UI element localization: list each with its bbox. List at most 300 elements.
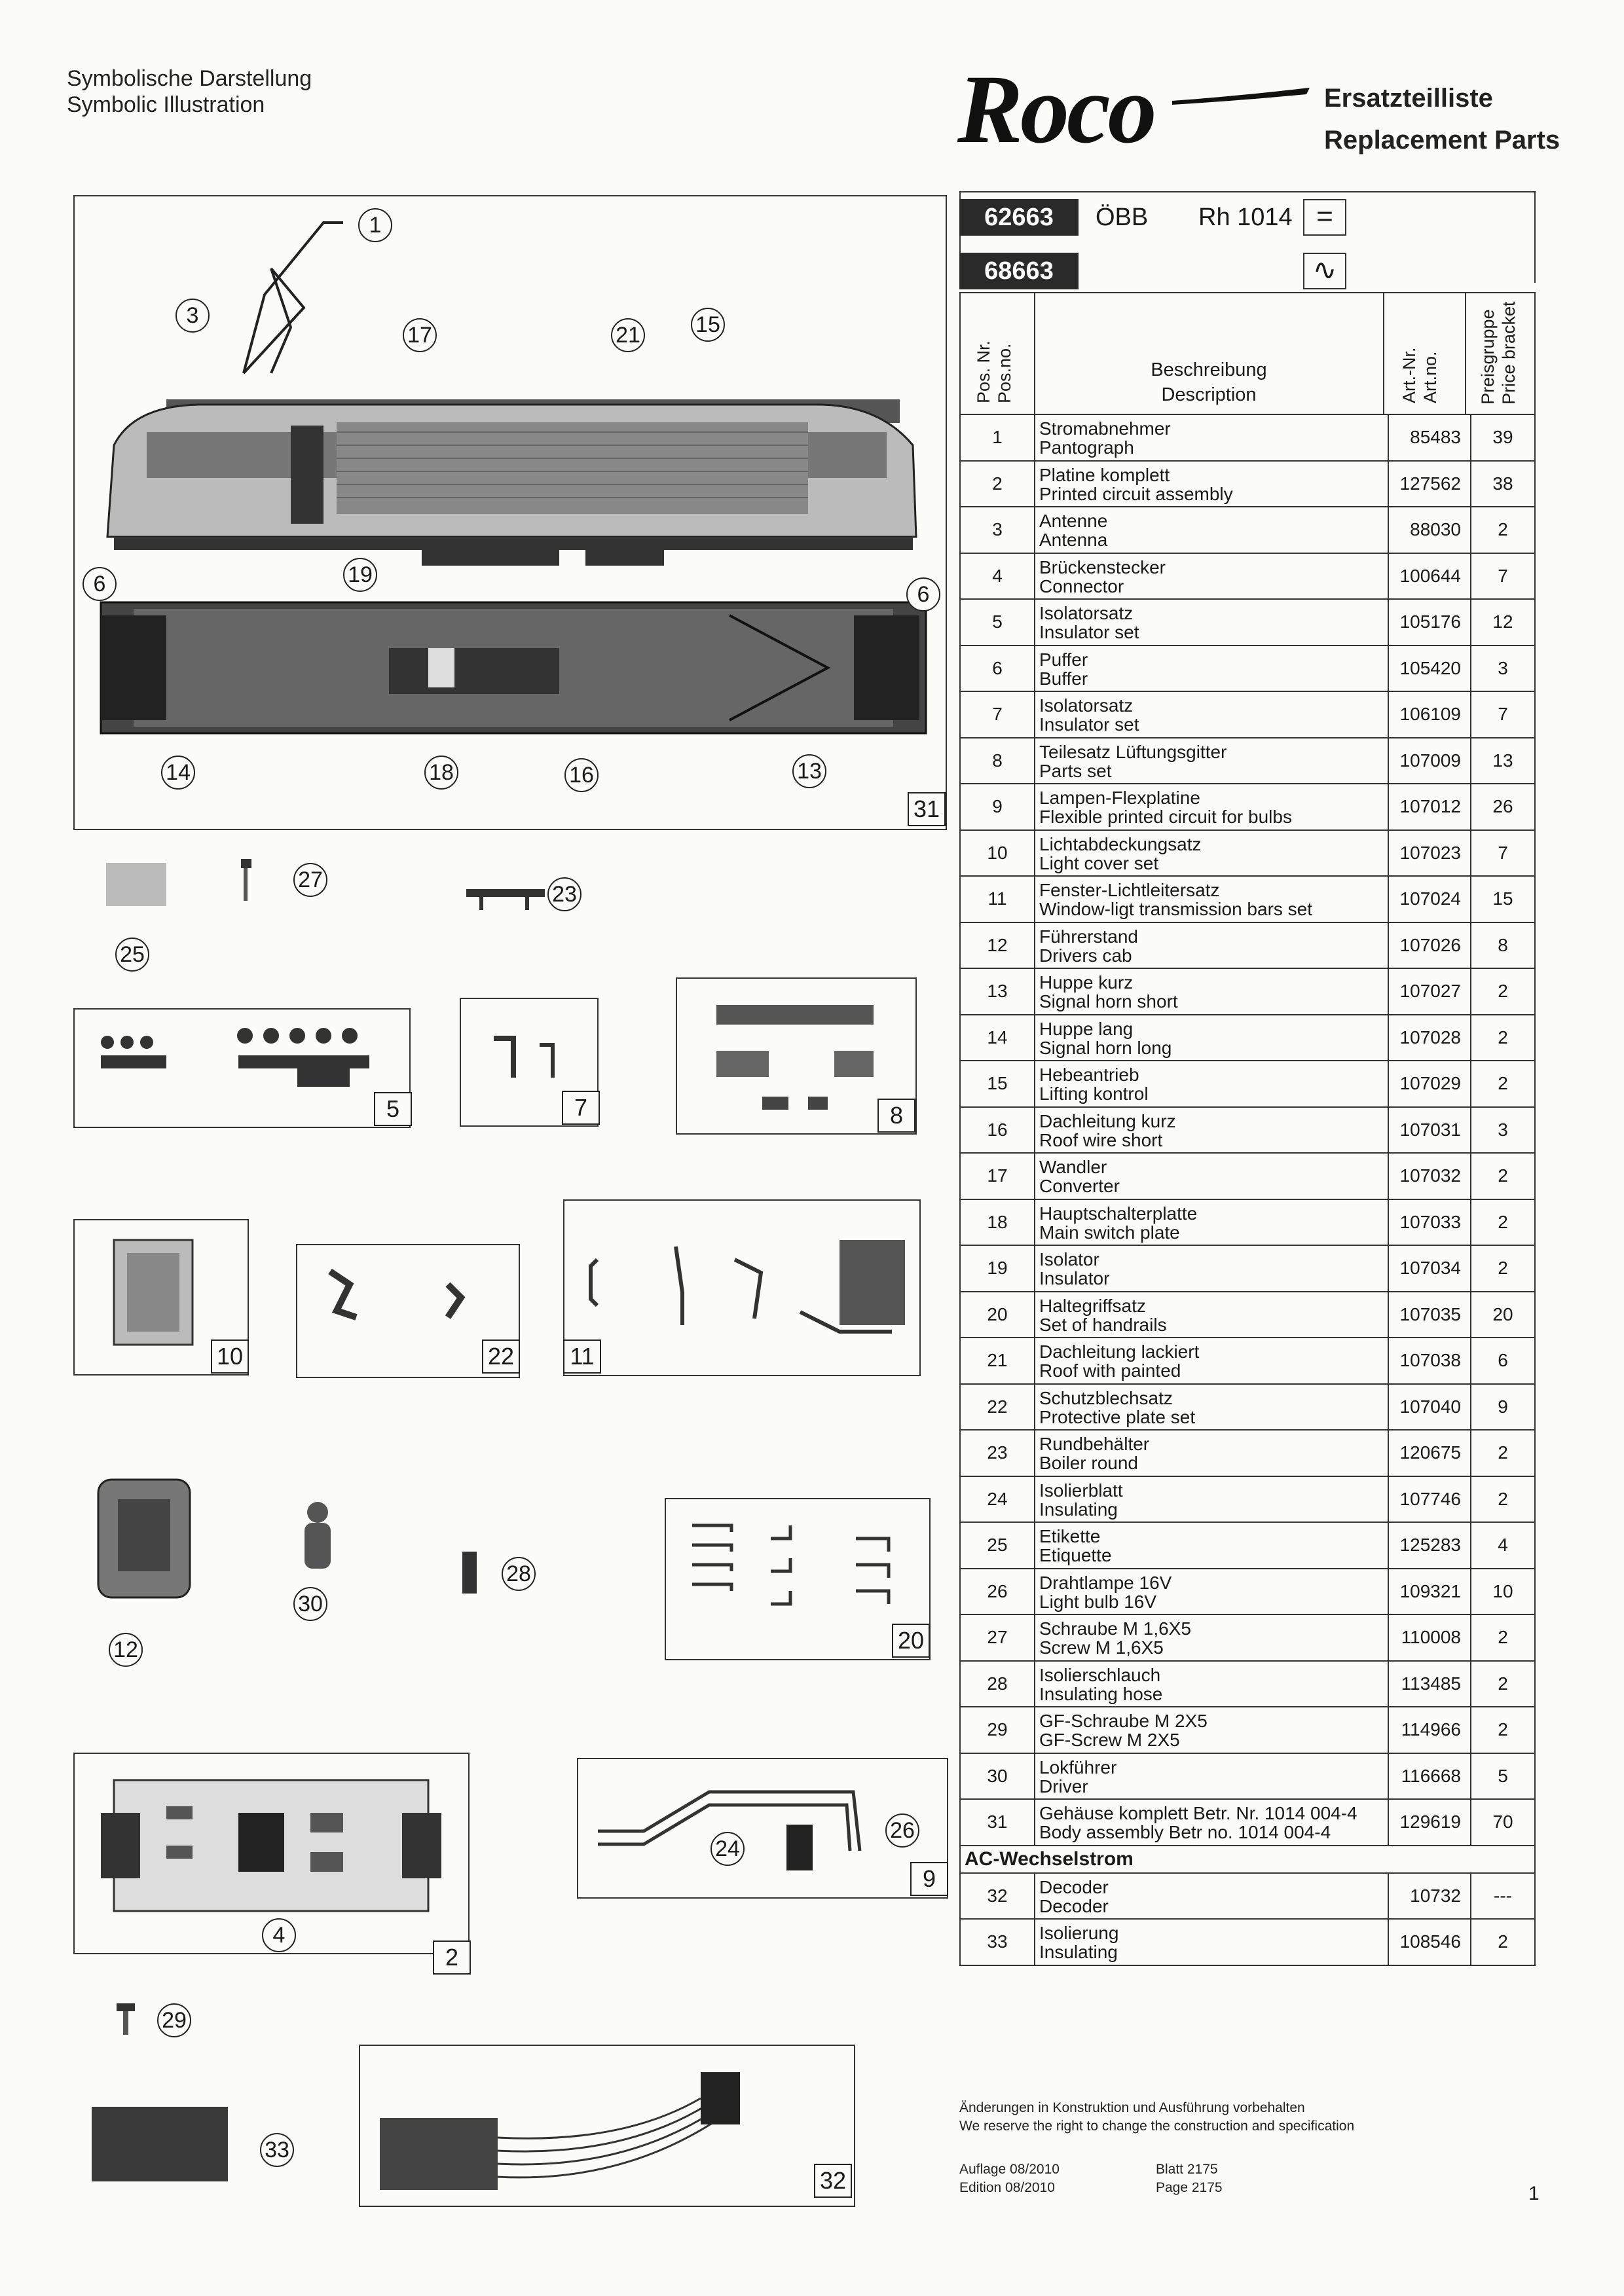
note-en: We reserve the right to change the construction and specification [959, 2119, 1355, 2134]
part-name-de: Lampen-Flexplatine [1039, 788, 1200, 809]
roco-logo: Roco [957, 55, 1154, 164]
table-row [960, 1384, 1535, 1430]
part-art-no: 107033 [1388, 1199, 1471, 1246]
part-name-en: Drivers cab [1039, 945, 1132, 966]
part-name-en: Antenna [1039, 530, 1108, 551]
part-pos: 31 [960, 1799, 1035, 1846]
part-description [1035, 1919, 1388, 1965]
part-pos: 20 [960, 1292, 1035, 1338]
ac-section-title: AC-Wechselstrom [960, 1846, 1535, 1873]
part-art-no: 107031 [1388, 1107, 1471, 1154]
callout-23: 23 [547, 877, 581, 911]
part-description [1035, 1292, 1388, 1338]
part-name-de: Lichtabdeckungsatz [1039, 833, 1202, 854]
part-name-en: Printed circuit assembly [1039, 483, 1233, 504]
part-price-bracket: 4 [1471, 1522, 1535, 1569]
part-art-no: 85483 [1388, 414, 1471, 461]
table-row [960, 1569, 1535, 1615]
part-price-bracket: 2 [1471, 507, 1535, 553]
part-name-en: Light bulb 16V [1039, 1591, 1157, 1612]
part-name-de: Lokführer [1039, 1757, 1117, 1777]
part-description [1035, 599, 1388, 646]
part-art-no: 108546 [1388, 1919, 1471, 1965]
part-name-en: Screw M 1,6X5 [1039, 1637, 1164, 1658]
part-price-bracket: 5 [1471, 1753, 1535, 1800]
part-name-en: Buffer [1039, 668, 1088, 689]
part-description [1035, 646, 1388, 692]
part-name-de: Dachleitung kurz [1039, 1110, 1176, 1131]
part-pos: 2 [960, 461, 1035, 507]
part-name-en: Parts set [1039, 760, 1112, 781]
part-name-en: Lifting kontrol [1039, 1084, 1149, 1104]
part-art-no: 107029 [1388, 1061, 1471, 1107]
table-row [960, 1919, 1535, 1965]
decoder-illustration [360, 2046, 854, 2206]
part-description [1035, 461, 1388, 507]
drivers-cab-part [92, 1473, 196, 1604]
callout-4: 4 [262, 1918, 296, 1952]
part-description [1035, 1015, 1388, 1061]
part-art-no: 107028 [1388, 1015, 1471, 1061]
caption-en: Symbolic Illustration [67, 92, 265, 117]
table-row [960, 1430, 1535, 1476]
part-description [1035, 738, 1388, 784]
part-price-bracket: 3 [1471, 646, 1535, 692]
title-de: Ersatzteilliste [1324, 84, 1493, 113]
part-pos: 7 [960, 691, 1035, 738]
part20-frame [665, 1498, 931, 1660]
part-name-de: Antenne [1039, 511, 1108, 532]
part-description [1035, 1753, 1388, 1800]
part-description [1035, 1873, 1388, 1920]
part32-frame [359, 2045, 855, 2207]
part-name-de: Dachleitung lackiert [1039, 1341, 1200, 1362]
col-pos-de: Pos. Nr. [974, 340, 993, 403]
box-label-8: 8 [877, 1099, 915, 1133]
part-description [1035, 1384, 1388, 1430]
part-pos: 24 [960, 1476, 1035, 1523]
part-name-de: Isolierung [1039, 1923, 1119, 1944]
table-row [960, 1753, 1535, 1800]
part-art-no: 127562 [1388, 461, 1471, 507]
part-price-bracket: 20 [1471, 1292, 1535, 1338]
part-pos: 21 [960, 1338, 1035, 1384]
callout-15: 15 [691, 308, 725, 342]
part-description [1035, 968, 1388, 1015]
insulating-part [92, 2107, 228, 2181]
table-row [960, 1661, 1535, 1707]
table-row [960, 1522, 1535, 1569]
part-pos: 17 [960, 1153, 1035, 1199]
part-pos: 9 [960, 784, 1035, 830]
part-name-de: Isolatorsatz [1039, 603, 1134, 624]
part-art-no: 105420 [1388, 646, 1471, 692]
part-name-de: Fenster-Lichtleitersatz [1039, 880, 1220, 901]
part-name-de: Teilesatz Lüftungsgitter [1039, 741, 1227, 762]
part-description [1035, 1107, 1388, 1154]
part-pos: 22 [960, 1384, 1035, 1430]
part-price-bracket: 12 [1471, 599, 1535, 646]
part-art-no: 106109 [1388, 691, 1471, 738]
part-name-de: Stromabnehmer [1039, 418, 1171, 439]
callout-6-right: 6 [906, 577, 940, 611]
table-row [960, 1799, 1535, 1846]
part-name-en: Roof wire short [1039, 1129, 1163, 1150]
col-desc-de: Beschreibung [1151, 359, 1267, 380]
sheet-en: Page 2175 [1156, 2180, 1223, 2195]
part-name-en: Body assembly Betr no. 1014 004-4 [1039, 1822, 1331, 1843]
part-description [1035, 1661, 1388, 1707]
part-name-en: Signal horn short [1039, 991, 1178, 1012]
part-description [1035, 1061, 1388, 1107]
part-name-en: Window-ligt transmission bars set [1039, 899, 1313, 920]
part-name-de: Haltegriffsatz [1039, 1295, 1146, 1316]
part-pos: 26 [960, 1569, 1035, 1615]
part-name-en: Roof with painted [1039, 1360, 1181, 1381]
callout-29: 29 [157, 2003, 191, 2037]
part-description [1035, 1153, 1388, 1199]
callout-16: 16 [564, 758, 599, 792]
table-row [960, 1107, 1535, 1154]
part-art-no: 88030 [1388, 507, 1471, 553]
callout-26: 26 [885, 1813, 919, 1848]
part-art-no: 125283 [1388, 1522, 1471, 1569]
part-art-no: 107026 [1388, 922, 1471, 969]
part-name-de: Isolierschlauch [1039, 1664, 1161, 1685]
part-price-bracket: 2 [1471, 1707, 1535, 1753]
table-row [960, 784, 1535, 830]
model-class: Rh 1014 [1198, 204, 1293, 231]
col-art-en: Art.no. [1420, 351, 1440, 403]
table-row [960, 922, 1535, 969]
part-description [1035, 1245, 1388, 1292]
part-art-no: 107034 [1388, 1245, 1471, 1292]
table-row [960, 691, 1535, 738]
part-pos: 14 [960, 1015, 1035, 1061]
ac-section-row [960, 1846, 1535, 1873]
table-row [960, 646, 1535, 692]
sheet-de: Blatt 2175 [1156, 2162, 1218, 2177]
table-row [960, 1873, 1535, 1920]
part-name-en: Converter [1039, 1176, 1120, 1197]
part-name-de: Schutzblechsatz [1039, 1387, 1173, 1408]
part-price-bracket: 9 [1471, 1384, 1535, 1430]
part-description [1035, 876, 1388, 922]
box-label-9: 9 [910, 1862, 948, 1896]
part-price-bracket: 2 [1471, 968, 1535, 1015]
part-name-en: Insulating hose [1039, 1683, 1163, 1704]
part-description [1035, 507, 1388, 553]
part-price-bracket: 7 [1471, 830, 1535, 877]
handrails-illustration [666, 1499, 929, 1659]
part-description [1035, 1569, 1388, 1615]
box-label-11: 11 [563, 1339, 601, 1374]
etiquette-part [106, 863, 166, 906]
locomotive-drawing-frame [73, 195, 947, 830]
table-row [960, 1199, 1535, 1246]
caption-de: Symbolische Darstellung [67, 66, 312, 91]
part-pos: 8 [960, 738, 1035, 784]
title-en: Replacement Parts [1324, 126, 1560, 155]
part-art-no: 100644 [1388, 553, 1471, 600]
table-row [960, 738, 1535, 784]
table-row [960, 968, 1535, 1015]
box-label-7: 7 [562, 1091, 600, 1125]
part-name-en: Insulating [1039, 1499, 1118, 1520]
part-name-en: Flexible printed circuit for bulbs [1039, 807, 1292, 828]
insulating-hose-part [460, 1552, 479, 1595]
table-row [960, 1245, 1535, 1292]
col-pos-en: Pos.no. [995, 343, 1014, 403]
model-number: 62663 [959, 199, 1079, 236]
part-pos: 3 [960, 507, 1035, 553]
part-pos: 28 [960, 1661, 1035, 1707]
table-row [960, 414, 1535, 461]
symbolic-illustration-caption [67, 65, 312, 118]
part-name-en: Boiler round [1039, 1453, 1138, 1474]
sheet [1156, 2160, 1223, 2197]
part-name-en: Set of handrails [1039, 1314, 1167, 1335]
part-price-bracket: 26 [1471, 784, 1535, 830]
part-name-de: Puffer [1039, 649, 1088, 670]
model-68663 [959, 250, 1536, 292]
part-description [1035, 1430, 1388, 1476]
box-label-10: 10 [211, 1339, 249, 1374]
table-row [960, 1476, 1535, 1523]
part-pos: 30 [960, 1753, 1035, 1800]
table-row [960, 507, 1535, 553]
part-name-de: Rundbehälter [1039, 1434, 1150, 1455]
part-description [1035, 1199, 1388, 1246]
part-pos: 1 [960, 414, 1035, 461]
part-price-bracket: 2 [1471, 1919, 1535, 1965]
driver-figure-part [298, 1499, 337, 1578]
dc-symbol-icon: = [1303, 199, 1346, 236]
col-art-de: Art.-Nr. [1399, 347, 1419, 403]
box-label-20: 20 [892, 1624, 930, 1658]
window-light-bars-illustration [564, 1201, 919, 1375]
part-pos: 12 [960, 922, 1035, 969]
page-number: 1 [1528, 2183, 1540, 2204]
model-number: 68663 [959, 253, 1079, 289]
part-name-en: Protective plate set [1039, 1406, 1196, 1427]
part-art-no: 113485 [1388, 1661, 1471, 1707]
part-pos: 18 [960, 1199, 1035, 1246]
part-name-de: Wandler [1039, 1157, 1107, 1178]
part-description [1035, 922, 1388, 969]
col-price-en: Price bracket [1499, 301, 1519, 405]
edition-en: Edition 08/2010 [959, 2180, 1055, 2195]
part-art-no: 107012 [1388, 784, 1471, 830]
part-name-de: Hauptschalterplatte [1039, 1203, 1198, 1224]
part-description [1035, 1338, 1388, 1384]
part-art-no: 107009 [1388, 738, 1471, 784]
part-name-en: Pantograph [1039, 437, 1134, 458]
table-row [960, 553, 1535, 600]
box-label-22: 22 [482, 1339, 520, 1374]
table-row [960, 1292, 1535, 1338]
part-art-no: 107032 [1388, 1153, 1471, 1199]
table-row [960, 1707, 1535, 1753]
part-art-no: 107040 [1388, 1384, 1471, 1430]
part-price-bracket: --- [1471, 1873, 1535, 1920]
part-description [1035, 830, 1388, 877]
part-description [1035, 553, 1388, 600]
part-name-en: Signal horn long [1039, 1037, 1172, 1058]
part-name-en: Insulator [1039, 1268, 1110, 1289]
logo-swoosh [1172, 86, 1310, 106]
part-art-no: 109321 [1388, 1569, 1471, 1615]
part-price-bracket: 8 [1471, 922, 1535, 969]
callout-6-left: 6 [83, 567, 117, 601]
col-price-de: Preisgruppe [1478, 309, 1498, 405]
part-pos: 27 [960, 1614, 1035, 1661]
model-62663 [959, 196, 1536, 238]
part-price-bracket: 38 [1471, 461, 1535, 507]
footer-note [959, 2099, 1354, 2136]
callout-14: 14 [161, 756, 195, 790]
col-desc-en: Description [1161, 384, 1257, 405]
part-price-bracket: 2 [1471, 1245, 1535, 1292]
part-name-de: Huppe lang [1039, 1018, 1134, 1039]
part-price-bracket: 2 [1471, 1153, 1535, 1199]
part-name-de: GF-Schraube M 2X5 [1039, 1711, 1208, 1732]
part-price-bracket: 70 [1471, 1799, 1535, 1846]
part-name-en: Insulating [1039, 1942, 1118, 1963]
part-pos: 11 [960, 876, 1035, 922]
part-name-de: Huppe kurz [1039, 972, 1134, 993]
document-title [1324, 77, 1560, 161]
callout-25: 25 [115, 938, 149, 972]
edition-de: Auflage 08/2010 [959, 2162, 1060, 2177]
part-pos: 19 [960, 1245, 1035, 1292]
part-price-bracket: 3 [1471, 1107, 1535, 1154]
callout-13: 13 [792, 754, 826, 788]
part-description [1035, 1707, 1388, 1753]
parts-table [959, 414, 1536, 1966]
part-pos: 16 [960, 1107, 1035, 1154]
part-price-bracket: 13 [1471, 738, 1535, 784]
part11-frame [563, 1199, 921, 1376]
table-row [960, 876, 1535, 922]
column-header [959, 292, 1536, 415]
part-price-bracket: 6 [1471, 1338, 1535, 1384]
part-pos: 5 [960, 599, 1035, 646]
table-row [960, 1153, 1535, 1199]
part-price-bracket: 2 [1471, 1614, 1535, 1661]
callout-3: 3 [175, 299, 210, 333]
part5-frame [73, 1008, 411, 1128]
part-name-en: Insulator set [1039, 714, 1139, 735]
boiler-round-part [466, 885, 545, 911]
part-art-no: 107038 [1388, 1338, 1471, 1384]
part-name-en: Etiquette [1039, 1545, 1112, 1566]
table-row [960, 830, 1535, 877]
part-description [1035, 1799, 1388, 1846]
part-name-de: Brückenstecker [1039, 556, 1166, 577]
part-art-no: 10732 [1388, 1873, 1471, 1920]
insulator-set-illustration [75, 1010, 409, 1127]
part-name-en: Decoder [1039, 1895, 1109, 1916]
part-name-de: Etikette [1039, 1526, 1101, 1547]
part-price-bracket: 15 [1471, 876, 1535, 922]
callout-30: 30 [293, 1587, 327, 1621]
part-name-en: Driver [1039, 1776, 1088, 1796]
locomotive-illustration [75, 196, 946, 829]
part-art-no: 116668 [1388, 1753, 1471, 1800]
table-row [960, 1338, 1535, 1384]
part-art-no: 107035 [1388, 1292, 1471, 1338]
model-railway: ÖBB [1096, 204, 1149, 231]
part-price-bracket: 2 [1471, 1061, 1535, 1107]
note-de: Änderungen in Konstruktion und Ausführung vorbehalten [959, 2100, 1305, 2115]
part-name-de: Isolatorsatz [1039, 695, 1134, 716]
part-pos: 33 [960, 1919, 1035, 1965]
part-name-de: Gehäuse komplett Betr. Nr. 1014 004-4 [1039, 1803, 1357, 1824]
part-description [1035, 414, 1388, 461]
part-art-no: 110008 [1388, 1614, 1471, 1661]
part-name-en: Main switch plate [1039, 1222, 1180, 1243]
part-name-en: Connector [1039, 575, 1124, 596]
box-label-2: 2 [433, 1941, 471, 1975]
part-pos: 25 [960, 1522, 1035, 1569]
part-description [1035, 691, 1388, 738]
part-price-bracket: 2 [1471, 1661, 1535, 1707]
part-price-bracket: 7 [1471, 553, 1535, 600]
part-name-de: Platine komplett [1039, 464, 1170, 485]
part-name-en: GF-Screw M 2X5 [1039, 1730, 1180, 1751]
part-pos: 23 [960, 1430, 1035, 1476]
callout-27: 27 [293, 863, 327, 897]
edition [959, 2160, 1060, 2197]
table-row [960, 1061, 1535, 1107]
callout-12: 12 [109, 1633, 143, 1667]
ac-symbol-icon: ∿ [1303, 253, 1346, 289]
part-pos: 6 [960, 646, 1035, 692]
screw-part [236, 859, 255, 905]
box-label-32: 32 [814, 2164, 852, 2198]
gf-screw-part [113, 2003, 139, 2036]
part-name-de: Isolator [1039, 1249, 1099, 1270]
part-description [1035, 1614, 1388, 1661]
callout-1: 1 [358, 208, 392, 242]
table-row [960, 599, 1535, 646]
callout-24: 24 [710, 1832, 745, 1866]
part-art-no: 107024 [1388, 876, 1471, 922]
callout-18: 18 [424, 756, 458, 790]
part-price-bracket: 10 [1471, 1569, 1535, 1615]
part-price-bracket: 2 [1471, 1199, 1535, 1246]
box-label-5: 5 [374, 1092, 412, 1126]
callout-21: 21 [611, 318, 645, 352]
part-art-no: 105176 [1388, 599, 1471, 646]
part-name-de: Decoder [1039, 1876, 1109, 1897]
callout-33: 33 [260, 2133, 294, 2167]
part-art-no: 120675 [1388, 1430, 1471, 1476]
part-pos: 32 [960, 1873, 1035, 1920]
part-description [1035, 1522, 1388, 1569]
part-art-no: 114966 [1388, 1707, 1471, 1753]
part-name-en: Insulator set [1039, 622, 1139, 643]
part-pos: 10 [960, 830, 1035, 877]
part-pos: 15 [960, 1061, 1035, 1107]
part-name-de: Führerstand [1039, 926, 1138, 947]
part-price-bracket: 2 [1471, 1430, 1535, 1476]
table-row [960, 461, 1535, 507]
callout-19: 19 [343, 558, 377, 592]
part-art-no: 107746 [1388, 1476, 1471, 1523]
part-name-de: Drahtlampe 16V [1039, 1572, 1172, 1593]
